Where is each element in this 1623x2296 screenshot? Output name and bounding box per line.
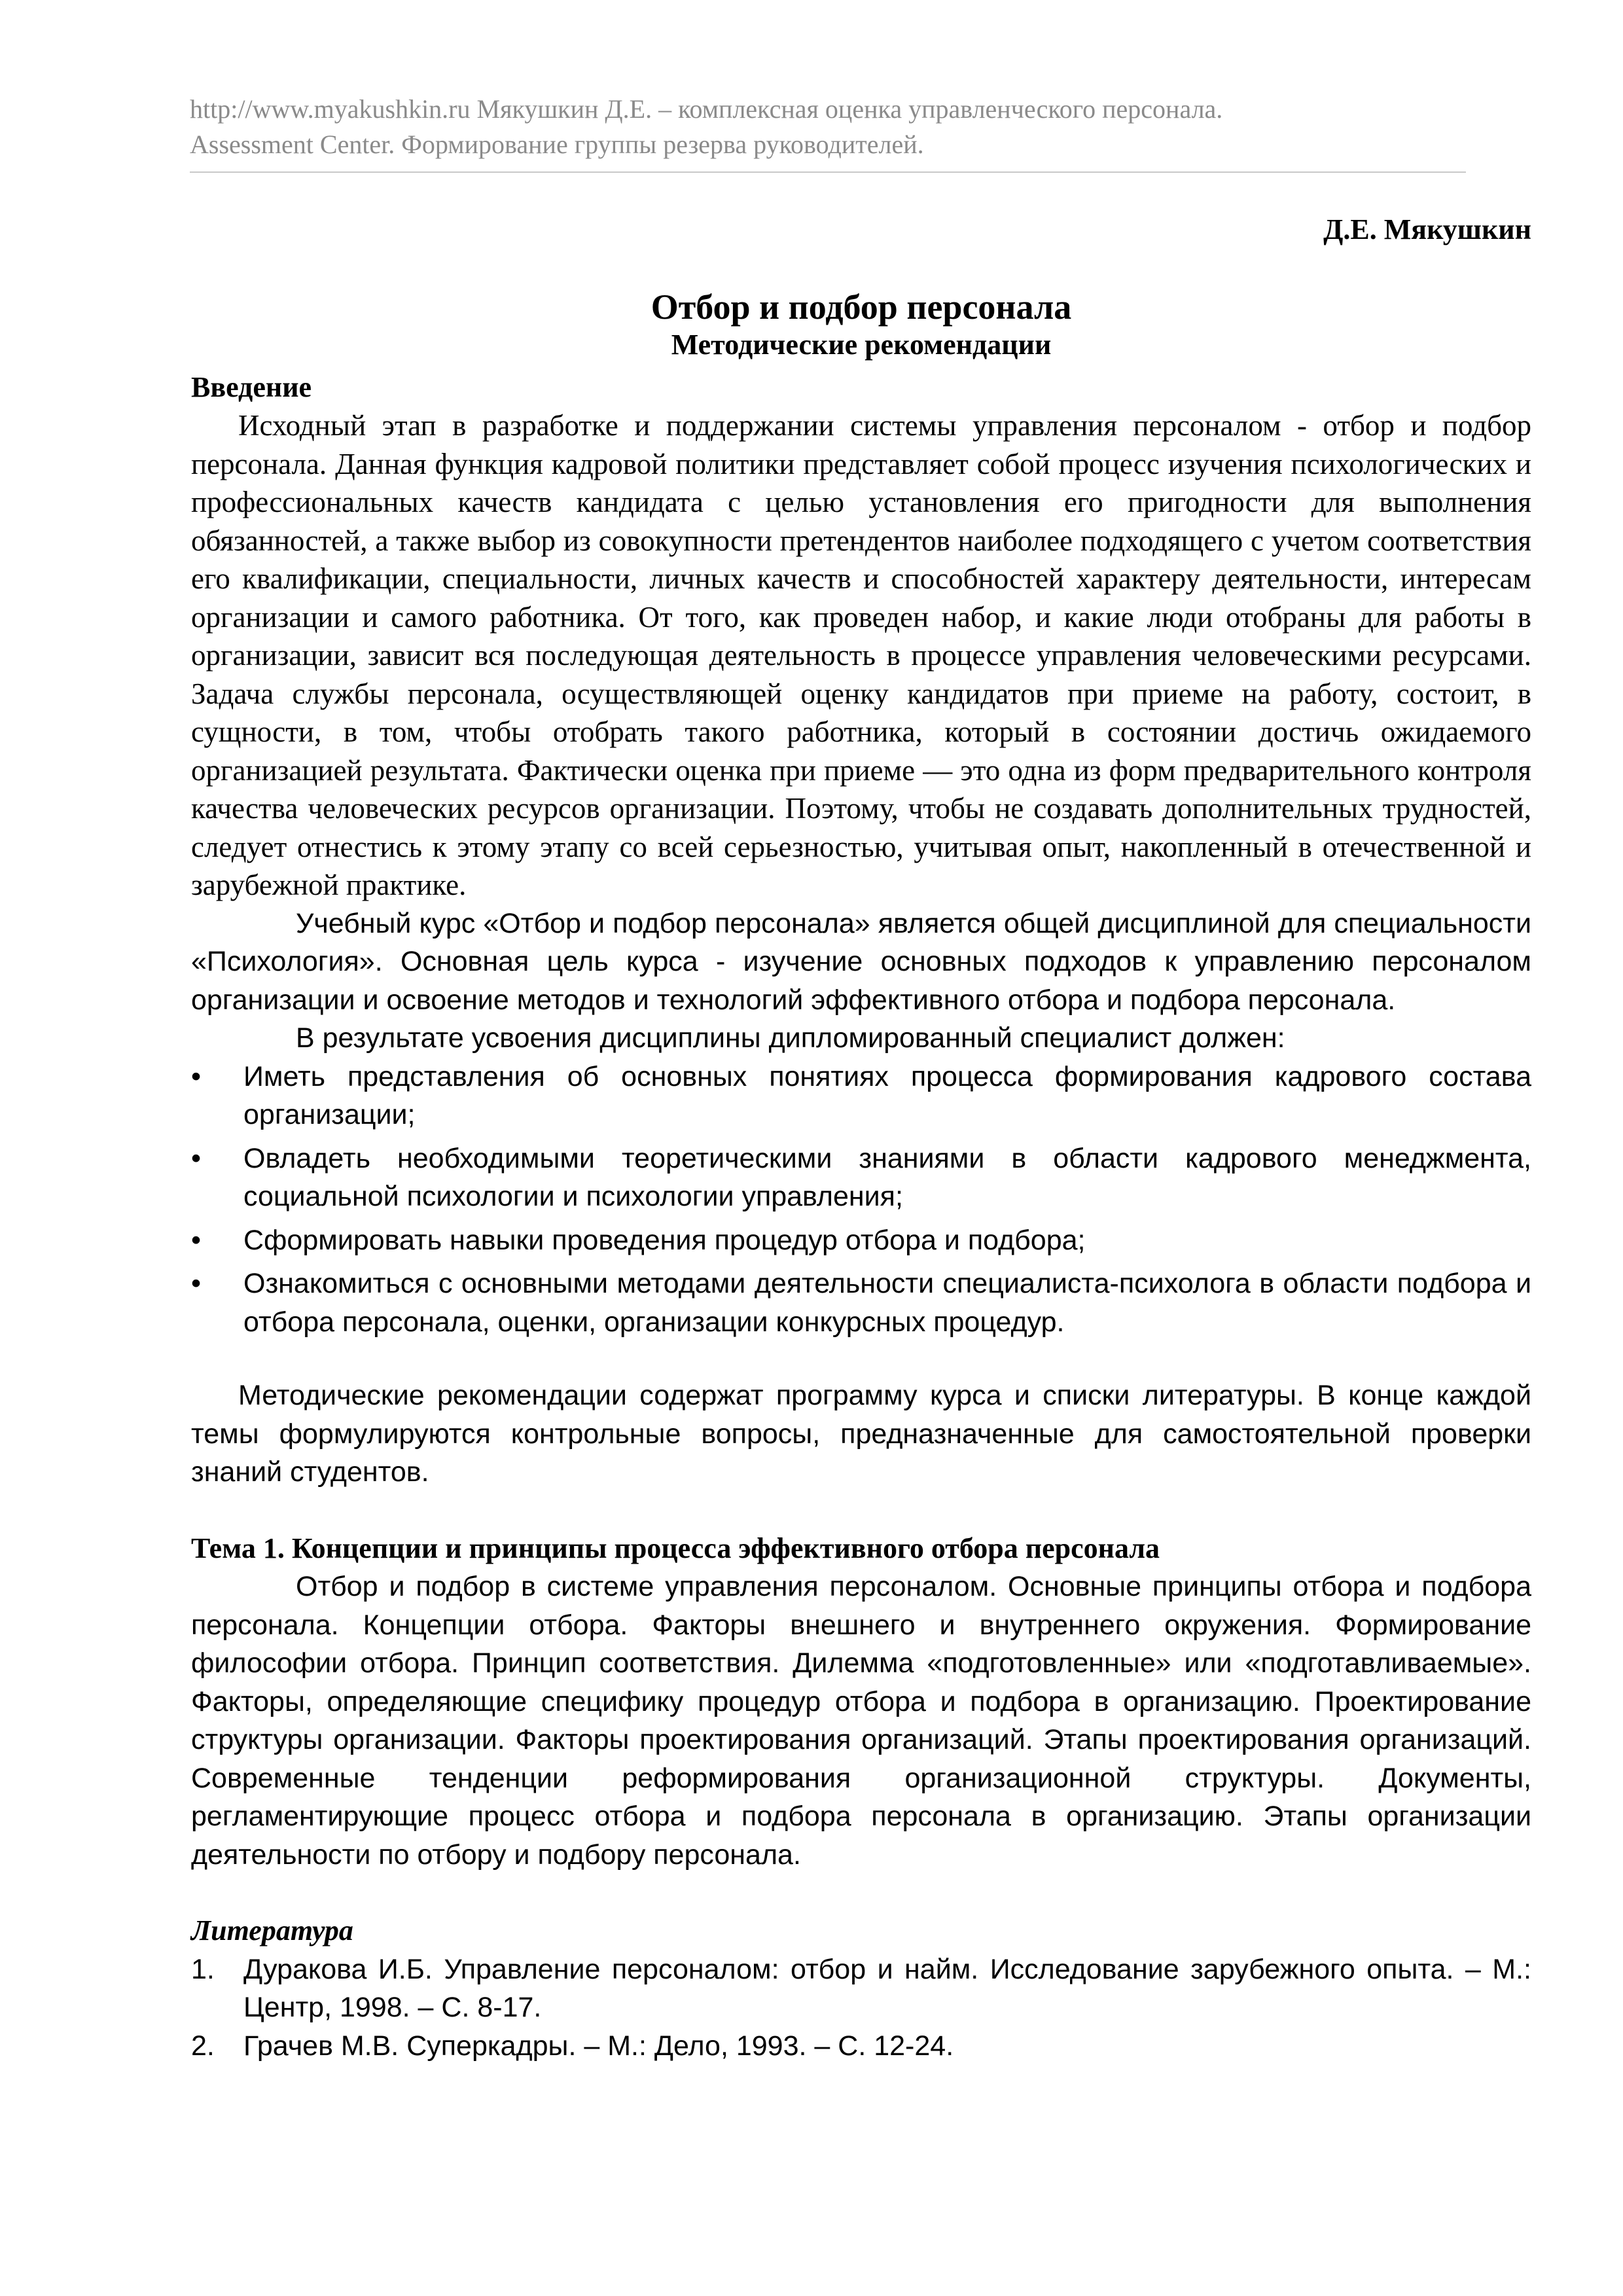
intro-heading: Введение xyxy=(191,370,312,403)
result-intro: В результате усвоения дисциплины дипломированный специалист должен: xyxy=(296,1022,1285,1054)
bullet-icon: • xyxy=(191,1268,202,1299)
list-item xyxy=(191,1221,1531,1260)
bullet-icon: • xyxy=(191,1224,202,1256)
document-title: Отбор и подбор персонала xyxy=(651,287,1072,327)
topic-1-heading: Тема 1. Концепции и принципы процесса эффективного отбора персонала xyxy=(191,1532,1160,1564)
intro-paragraph: Исходный этап в разработке и поддержании системы управления персоналом - отбор и подбор персонала. Данная функция кадровой политики представляет собой процесс изучения психологических и профессиональных качеств кандидата с целью установления его пригодности для выполнения обязанностей, а также выбор из совокупности претендентов наиболее подходящего с учетом соответствия его квалификации, специальности, личных качеств и способностей характеру деятельности, интересам организации и самого работника. От того, как проведен набор, и какие люди отобраны для работы в организации, зависит вся последующая деятельность в процессе управления человеческими ресурсами. Задача службы персонала, осуществляющей оценку кандидатов при приеме на работу, состоит, в сущности, в том, чтобы отобрать такого работника, который в состоянии достичь ожидаемого организацией результата. Фактически оценка при приеме — это одна из форм предварительного контроля качества человеческих ресурсов организации. Поэтому, чтобы не создавать дополнительных трудностей, следует отнестись к этому этапу со всей серьезностью, учитывая опыт, накопленный в отечественной и зарубежной практике. xyxy=(191,409,1531,901)
literature-item-text: Дуракова И.Б. Управление персоналом: отбор и найм. Исследование зарубежного опыта. – М.: Центр, 1998. – С. 8-17. xyxy=(243,1953,1531,2023)
header-line-2: Assessment Center. Формирование группы резерва руководителей. xyxy=(190,130,924,159)
literature-heading: Литература xyxy=(191,1914,353,1946)
bullet-icon: • xyxy=(191,1142,202,1174)
page-header xyxy=(190,92,1466,173)
list-item-text: Ознакомиться с основными методами деятельности специалиста-психолога в области подбора и отбора персонала, оценки, организации конкурсных процедур. xyxy=(243,1268,1531,1338)
closing-paragraph: Методические рекомендации содержат программу курса и списки литературы. В конце каждой темы формулируются контрольные вопросы, предназначенные для самостоятельной проверки знаний студентов. xyxy=(191,1380,1531,1488)
literature-item-number: 2. xyxy=(191,2030,215,2062)
list-item-text: Овладеть необходимыми теоретическими знаниями в области кадрового менеджмента, социальной психологии и психологии управления; xyxy=(243,1142,1531,1212)
header-line-1: http://www.myakushkin.ru Мякушкин Д.Е. – комплексная оценка управленческого персонала. xyxy=(190,94,1223,124)
list-item xyxy=(191,1265,1531,1341)
literature-item xyxy=(191,1950,1531,2027)
list-item-text: Иметь представления об основных понятиях процесса формирования кадрового состава организации; xyxy=(243,1060,1531,1130)
list-item-text: Сформировать навыки проведения процедур отбора и подбора; xyxy=(243,1224,1086,1256)
bullet-icon: • xyxy=(191,1060,202,1092)
author-name: Д.Е. Мякушкин xyxy=(1323,213,1531,245)
topic-1-paragraph: Отбор и подбор в системе управления персоналом. Основные принципы отбора и подбора персонала. Концепции отбора. Факторы внешнего и внутреннего окружения. Формирование философии отбора. Принцип соответствия. Дилемма «подготовленные» или «подготавливаемые». Факторы, определяющие специфику процедур отбора и подбора в организацию. Проектирование структуры организации. Факторы проектирования организаций. Этапы проектирования организаций. Современные тенденции реформирования организационной структуры. Документы, регламентирующие процесс отбора и подбора персонала в организацию. Этапы организации деятельности по отбору и подбору персонала. xyxy=(191,1571,1531,1871)
document-subtitle: Методические рекомендации xyxy=(671,328,1052,361)
literature-item-number: 1. xyxy=(191,1953,215,1985)
course-paragraph: Учебный курс «Отбор и подбор персонала» является общей дисциплиной для специальности «Психология». Основная цель курса - изучение основных подходов к управлению персоналом организации и освоение методов и технологий эффективного отбора и подбора персонала. xyxy=(191,907,1531,1016)
document-body xyxy=(191,211,1531,2065)
literature-item-text: Грачев М.В. Суперкадры. – М.: Дело, 1993. – С. 12-24. xyxy=(243,2030,954,2062)
competency-list xyxy=(191,1058,1531,1342)
literature-item xyxy=(191,2027,1531,2066)
literature-list xyxy=(191,1950,1531,2066)
list-item xyxy=(191,1139,1531,1216)
list-item xyxy=(191,1058,1531,1134)
